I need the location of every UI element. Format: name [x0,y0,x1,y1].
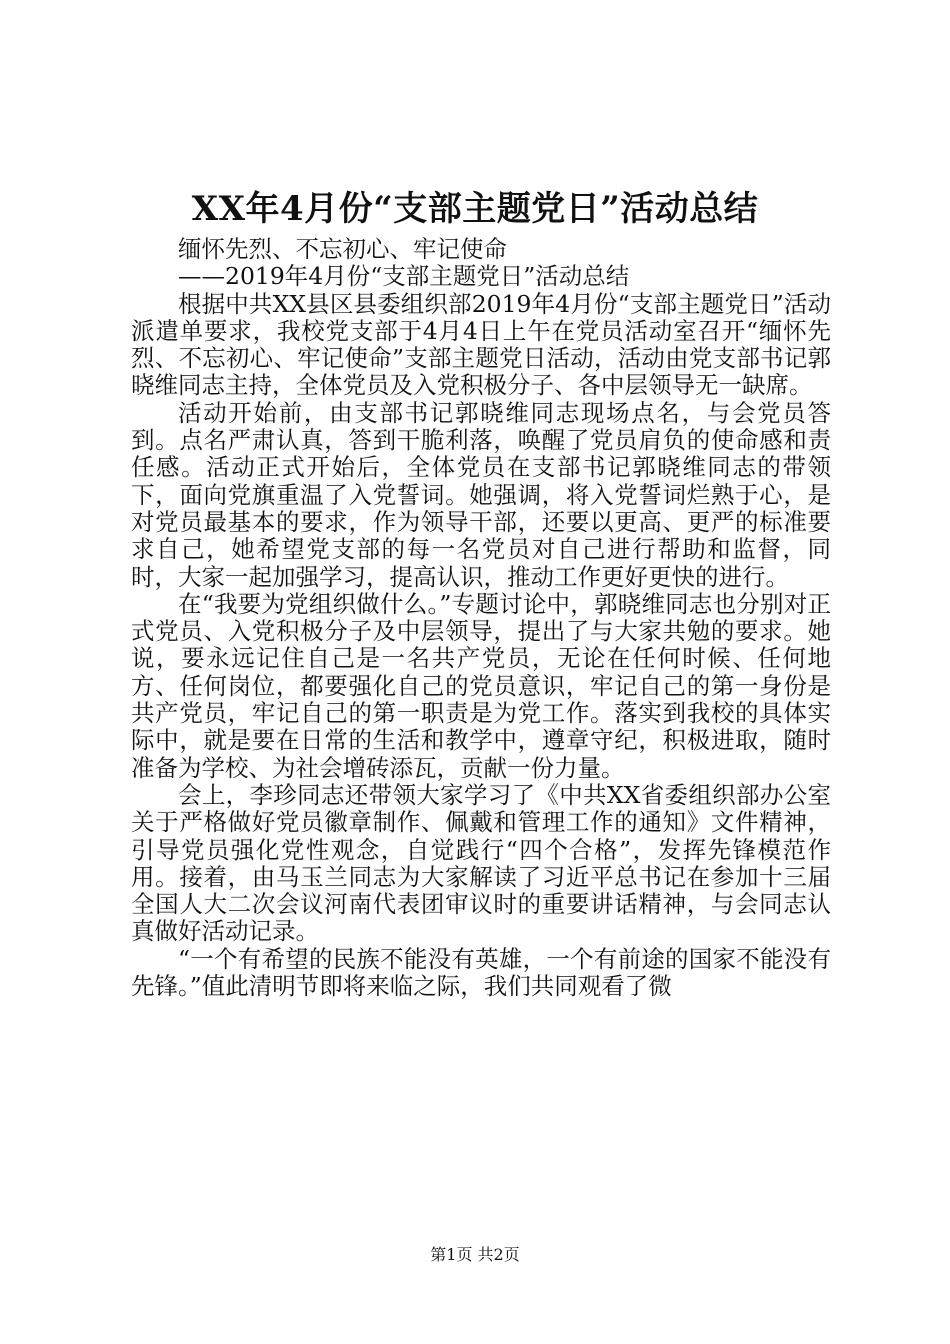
document-body [131,236,831,1000]
body-paragraph: 在“我要为党组织做什么。”专题讨论中，郭晓维同志也分别对正式党员、入党积极分子及中层领导，提出了与大家共勉的要求。她说，要永远记住自己是一名共产党员，无论在任何时候、任何地方、任何岗位，都要强化自己的党员意识，牢记自己的第一身份是共产党员，牢记自己的第一职责是为党工作。落实到我校的具体实际中，就是要在日常的生活和教学中，遵章守纪，积极进取，随时准备为学校、为社会增砖添瓦，贡献一份力量。 [131,589,831,782]
page-footer: 第1页 共2页 [430,1245,520,1264]
body-paragraph: 会上，李珍同志还带领大家学习了《中共XX省委组织部办公室关于严格做好党员徽章制作、佩戴和管理工作的通知》文件精神，引导党员强化党性观念，自觉践行“四个合格”，发挥先锋模范作用。接着，由马玉兰同志为大家解读了习近平总书记在参加十三届全国人大二次会议河南代表团审议时的重要讲话精神，与会同志认真做好活动记录。 [131,780,831,946]
document-title: XX年4月份“支部主题党日”活动总结 [191,189,759,229]
body-paragraph: “一个有希望的民族不能没有英雄，一个有前途的国家不能没有先锋。”值此清明节即将来临之际，我们共同观看了微 [131,944,831,1001]
body-paragraph: 活动开始前，由支部书记郭晓维同志现场点名，与会党员答到。点名严肃认真，答到干脆利落，唤醒了党员肩负的使命感和责任感。活动正式开始后，全体党员在支部书记郭晓维同志的带领下，面向党旗重温了入党誓词。她强调，将入党誓词烂熟于心，是对党员最基本的要求，作为领导干部，还要以更高、更严的标准要求自己，她希望党支部的每一名党员对自己进行帮助和监督，同时，大家一起加强学习，提高认识，推动工作更好更快的进行。 [131,398,831,591]
subtitle-line: ——2019年4月份“支部主题党日”活动总结 [178,262,630,291]
subtitle-line: 缅怀先烈、不忘初心、牢记使命 [178,235,507,263]
body-paragraph: 根据中共XX县区县委组织部2019年4月份“支部主题党日”活动派遣单要求，我校党支部于4月4日上午在党员活动室召开“缅怀先烈、不忘初心、牢记使命”支部主题党日活动，活动由党支部书记郭晓维同志主持，全体党员及入党积极分子、各中层领导无一缺席。 [131,289,831,400]
